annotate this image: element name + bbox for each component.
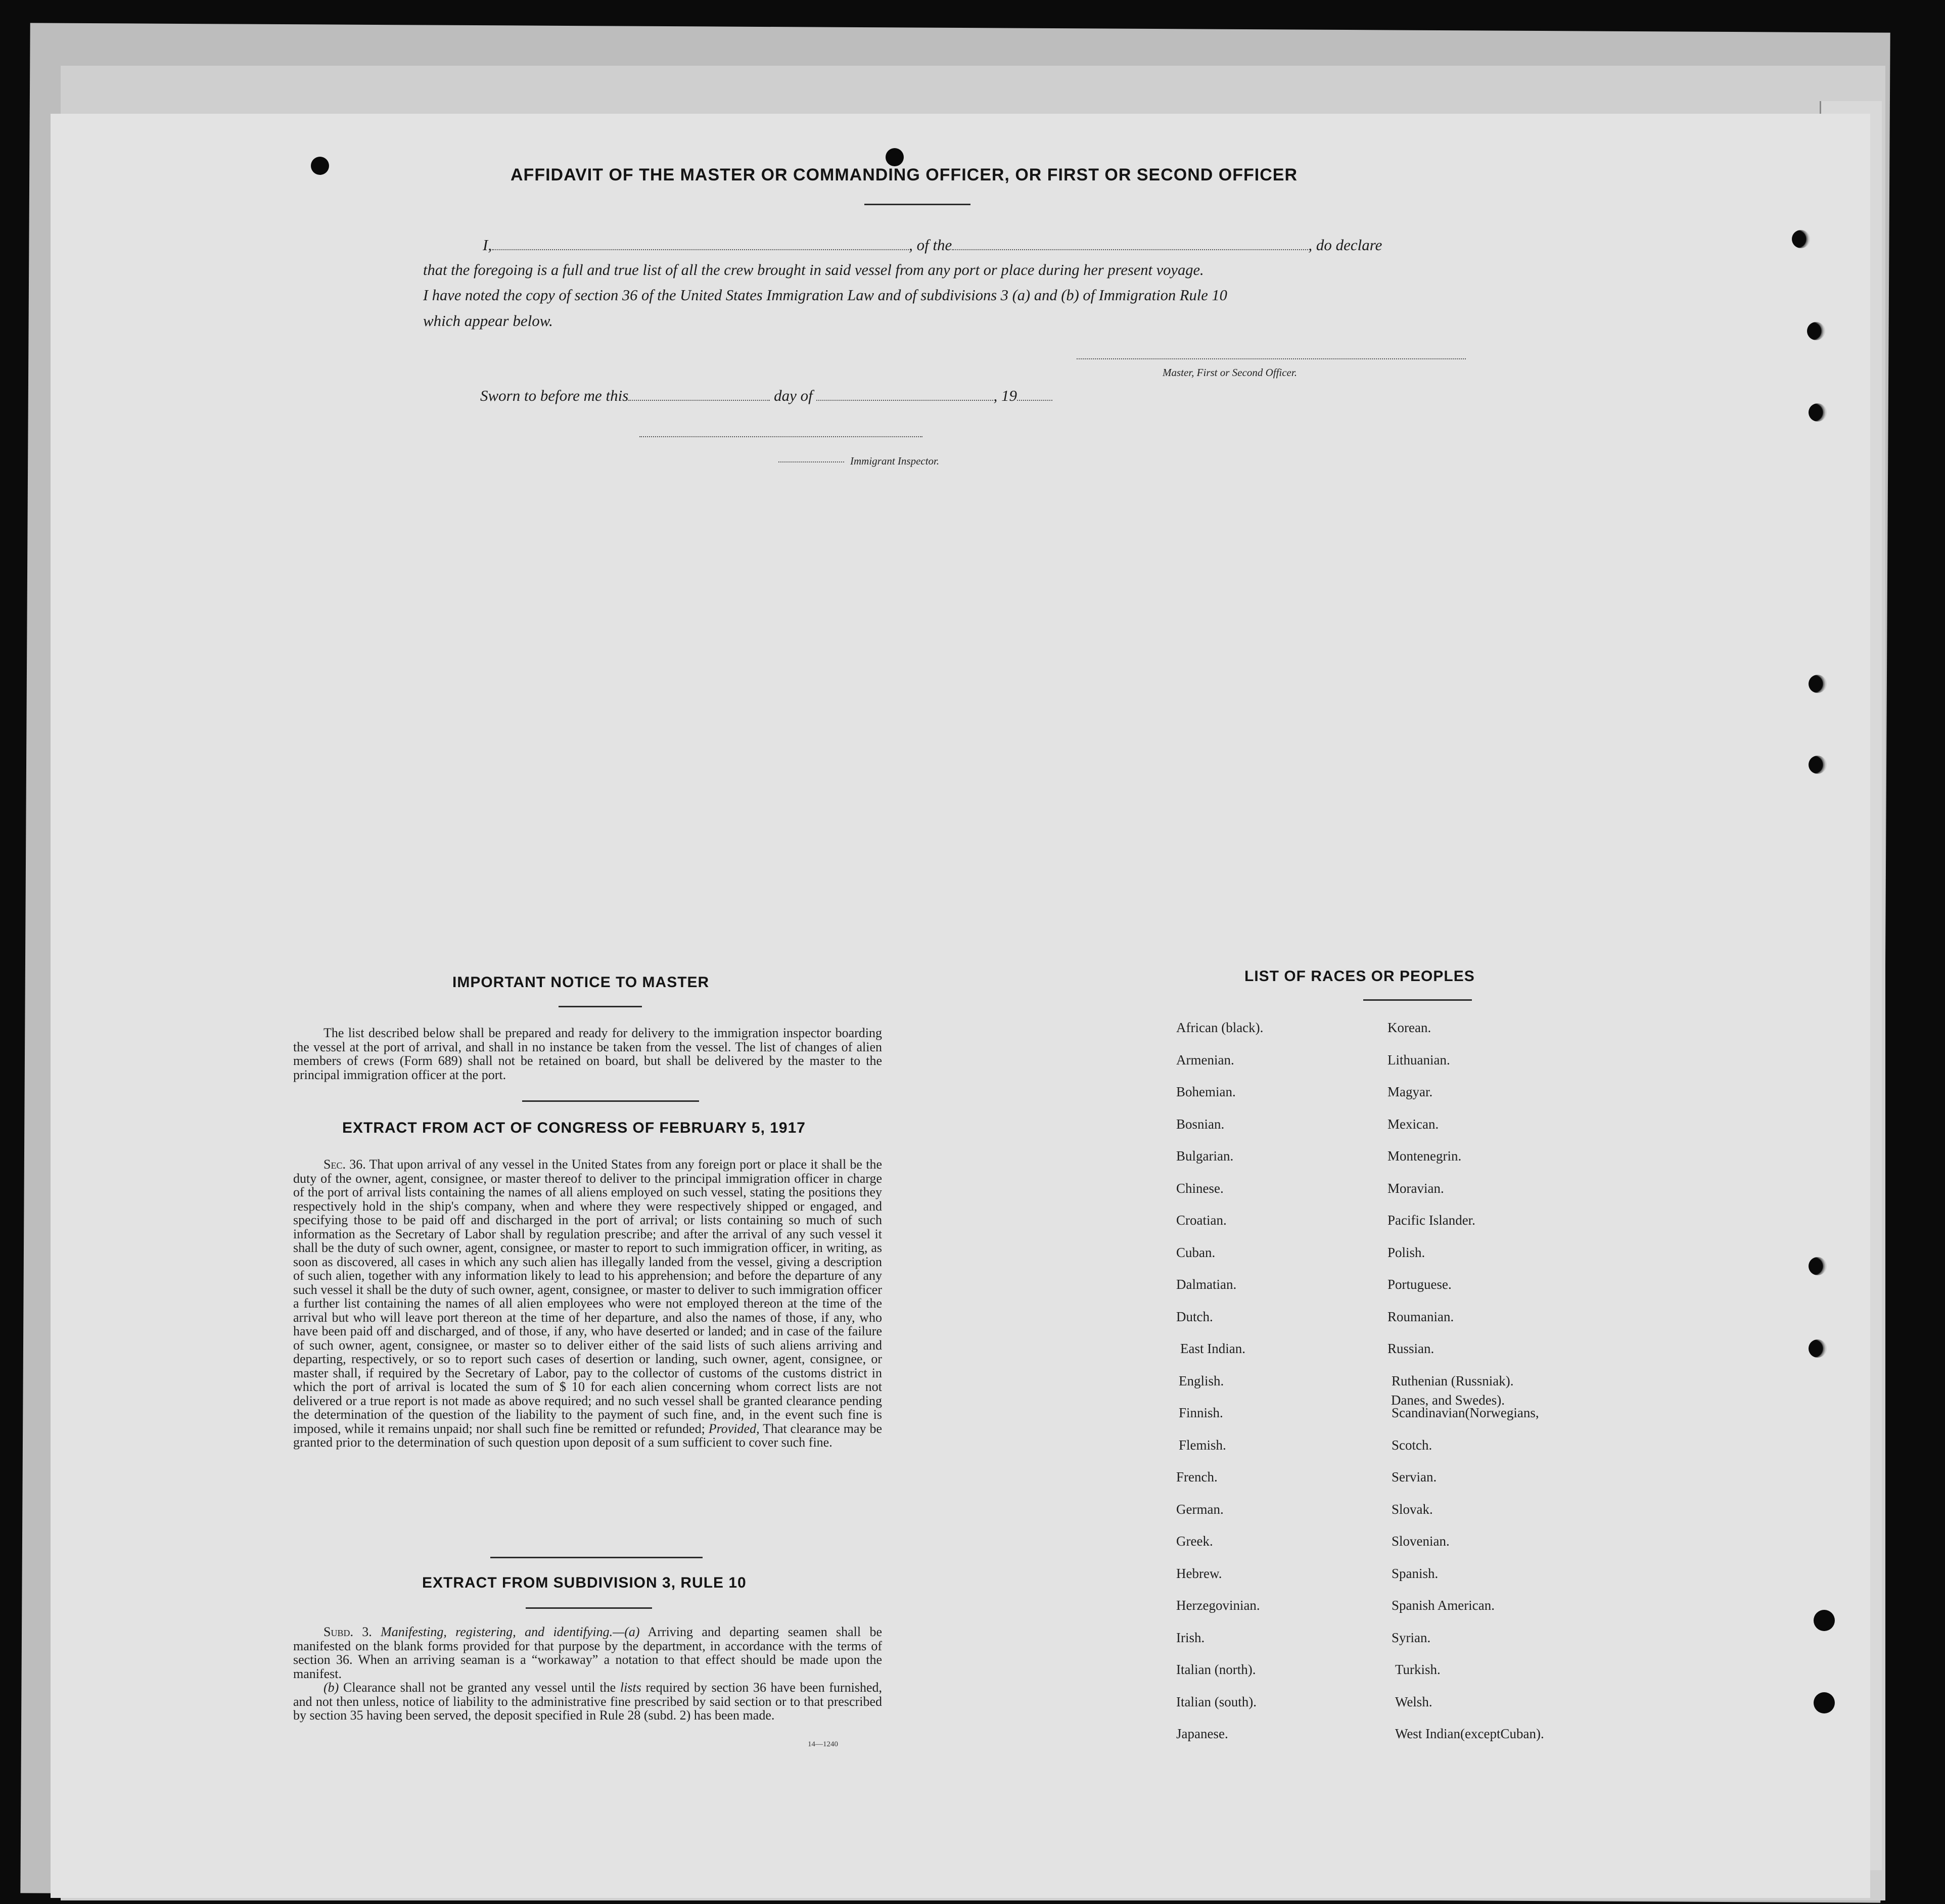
divider <box>559 1006 642 1007</box>
sworn-text: Sworn to before me this <box>480 387 629 404</box>
year-text: , 19 <box>993 387 1017 404</box>
race-item: Portuguese. <box>1387 1277 1452 1292</box>
race-item: German. <box>1176 1501 1224 1517</box>
affidavit-line-4: which appear below. <box>423 312 553 330</box>
race-item: West Indian(exceptCuban). <box>1395 1726 1544 1741</box>
race-item: Scotch. <box>1392 1437 1432 1453</box>
race-item: Pacific Islander. <box>1387 1213 1475 1228</box>
race-item: Hebrew. <box>1176 1565 1222 1581</box>
inspector-signature-field[interactable] <box>639 436 922 437</box>
races-title: LIST OF RACES OR PEOPLES <box>1244 968 1475 985</box>
punch-hole <box>1814 1692 1835 1713</box>
act-body-b: That clearance may be granted prior to the determination of such question upon deposit of a sum sufficient to cover such fine. <box>293 1421 882 1450</box>
race-item: Scandinavian(Norwegians, <box>1392 1405 1539 1420</box>
race-item: Bohemian. <box>1176 1084 1236 1099</box>
race-item: Cuban. <box>1176 1244 1216 1260</box>
race-item: Russian. <box>1387 1341 1434 1356</box>
item-b-body-1: Clearance shall not be granted any vessel until the <box>339 1680 620 1695</box>
race-item: Polish. <box>1387 1244 1425 1260</box>
act-body <box>293 1157 882 1450</box>
provided-label: Provided, <box>708 1421 760 1436</box>
sworn-line <box>480 387 1052 405</box>
name-field[interactable] <box>492 249 909 250</box>
affidavit-i: I, <box>483 236 492 254</box>
notice-title: IMPORTANT NOTICE TO MASTER <box>452 974 710 991</box>
divider <box>526 1607 652 1609</box>
race-item: Syrian. <box>1392 1630 1431 1645</box>
affidavit-line-2: that the foregoing is a full and true list of all the crew brought in said vessel from any port or place during her present voyage. <box>423 261 1204 278</box>
race-item: Spanish American. <box>1392 1598 1495 1613</box>
race-item: English. <box>1179 1373 1224 1388</box>
race-item: Bosnian. <box>1176 1116 1225 1132</box>
divider <box>1363 999 1472 1001</box>
race-item: Magyar. <box>1387 1084 1433 1099</box>
rule-body <box>293 1625 882 1723</box>
item-a-label: —(a) <box>613 1624 640 1639</box>
subd-label: Subd. 3. <box>323 1624 372 1639</box>
vessel-field[interactable] <box>952 249 1308 250</box>
divider <box>522 1100 699 1102</box>
race-item: Mexican. <box>1387 1116 1439 1132</box>
divider <box>864 204 970 205</box>
race-item: Flemish. <box>1179 1437 1226 1453</box>
race-item: Italian (north). <box>1176 1662 1256 1677</box>
item-b-body-2: required by section 36 have been furnished, and not then unless, notice of liability to the administrative fine prescribed by said section or to that prescribed by section 35 having been served, the deposit specified in Rule 28 (subd. 2) has been made. <box>293 1680 882 1723</box>
race-item: Spanish. <box>1392 1565 1439 1581</box>
affidavit-line-3: I have noted the copy of section 36 of the United States Immigration Law and of subdivisions 3 (a) and (b) of Immigration Rule 10 <box>423 287 1227 304</box>
race-item: Dalmatian. <box>1176 1277 1237 1292</box>
punch-hole <box>1809 675 1827 693</box>
affidavit-title: AFFIDAVIT OF THE MASTER OR COMMANDING OFFICER, OR FIRST OR SECOND OFFICER <box>511 165 1298 184</box>
race-item: Bulgarian. <box>1176 1148 1234 1164</box>
punch-hole <box>886 148 904 166</box>
race-item: African (black). <box>1176 1020 1264 1035</box>
punch-hole <box>1809 756 1827 774</box>
sworn-day-field[interactable] <box>628 400 770 401</box>
punch-hole <box>1809 1339 1827 1358</box>
race-item-continuation: Danes, and Swedes). <box>1391 1392 1505 1408</box>
race-item: Slovak. <box>1392 1501 1433 1517</box>
item-b-lists: lists <box>620 1680 641 1695</box>
subd-title: Manifesting, registering, and identifying. <box>372 1624 613 1639</box>
item-a-body: Arriving and departing seamen shall be manifested on the blank forms provided for that purpose by the department, in accordance with the terms of section 36. When an arriving seaman is a “workaway” a notation to that effect should be made upon the manifest. <box>293 1624 882 1681</box>
section-label: Sec. 36. <box>323 1157 366 1172</box>
punch-hole <box>1814 1610 1835 1631</box>
act-body-a: That upon arrival of any vessel in the United States from any foreign port or place it shall be the duty of the owner, agent, consignee, or master thereof to deliver to the principal immigration officer in charge of the port of arrival lists containing the names of all aliens employed on such vessel, stating the positions they respectively hold in the ship's company, when and where they were respectively shipped or engaged, and specifying those to be paid off and discharged in the port of arrival; or lists containing so much of such information as the Secretary of Labor shall by regulation prescribe; and after the arrival of any such vessel it shall be the duty of such owner, agent, consignee, or master to report to such immigration officer, in writing, as soon as discovered, all cases in which any such alien has illegally landed from the vessel, giving a description of such alien, together with any information likely to lead to his apprehension; and before the departure of any such vessel it shall be the duty of such owner, agent, consignee, or master to deliver to such immigration officer a further list containing the names of all alien employees who were not employed thereon at the time of the arrival but who will leave port thereon at the time of her departure, and also the names of those, if any, who have been paid off and discharged, and of those, if any, who have deserted or landed; and in case of the failure of such owner, agent, consignee, or master so to deliver either of the said lists of such aliens arriving and departing, respectively, or so to report such cases of desertion or landing, such owner, agent, consignee, or master shall, if required by the Secretary of Labor, pay to the collector of customs of the customs district in which the port of arrival is located the sum of $ 10 for each alien concerning whom correct lists are not delivered or a true report is not made as above required; and no such vessel shall be granted clearance pending the determination of the question of the liability to the payment of such fine, and, in the event such fine is imposed, while it remains unpaid; nor shall such fine be remitted or refunded; <box>293 1157 883 1436</box>
race-item: Armenian. <box>1176 1052 1234 1067</box>
affidavit-do-declare: , do declare <box>1308 236 1382 254</box>
punch-hole <box>311 157 329 175</box>
race-item: Chinese. <box>1176 1180 1224 1196</box>
form-code: 14—1240 <box>808 1740 838 1748</box>
rule-title: EXTRACT FROM SUBDIVISION 3, RULE 10 <box>422 1574 747 1591</box>
race-item: Lithuanian. <box>1387 1052 1450 1067</box>
race-item: Greek. <box>1176 1534 1213 1549</box>
race-item: Ruthenian (Russniak). <box>1392 1373 1514 1388</box>
race-item: Slovenian. <box>1392 1534 1450 1549</box>
race-item: Moravian. <box>1387 1180 1444 1196</box>
notice-body: The list described below shall be prepared and ready for delivery to the immigration inspector boarding the vessel at the port of arrival, and shall in no instance be taken from the vessel. The list of changes of alien members of crews (Form 689) shall not be retained on board, but shall be delivered by the master to the principal immigration officer at the port. <box>293 1026 882 1082</box>
inspector-label: Immigrant Inspector. <box>850 455 940 467</box>
race-item: Roumanian. <box>1387 1309 1454 1324</box>
race-item: Herzegovinian. <box>1176 1598 1260 1613</box>
form-page <box>51 114 1870 1898</box>
punch-hole <box>1792 230 1810 248</box>
act-title: EXTRACT FROM ACT OF CONGRESS OF FEBRUARY 5, 1917 <box>342 1120 806 1136</box>
sworn-month-field[interactable] <box>816 400 993 401</box>
affidavit-line-1 <box>483 236 1382 254</box>
master-signature-field[interactable] <box>1077 358 1466 359</box>
sworn-year-field[interactable] <box>1017 400 1052 401</box>
day-of-text: day of <box>774 387 813 404</box>
affidavit-of-the: , of the <box>909 236 952 254</box>
punch-hole <box>1809 1257 1827 1275</box>
race-item: Servian. <box>1392 1469 1437 1484</box>
race-item: Italian (south). <box>1176 1694 1257 1709</box>
race-item: Japanese. <box>1176 1726 1228 1741</box>
race-item: Irish. <box>1176 1630 1205 1645</box>
race-item: Finnish. <box>1179 1405 1223 1420</box>
race-item: East Indian. <box>1180 1341 1245 1356</box>
race-item: French. <box>1176 1469 1218 1484</box>
race-item: Korean. <box>1387 1020 1431 1035</box>
item-b-label: (b) <box>323 1680 339 1695</box>
race-item: Dutch. <box>1176 1309 1213 1324</box>
punch-hole <box>1809 403 1827 422</box>
divider <box>490 1557 703 1558</box>
punch-hole <box>1807 322 1825 340</box>
race-item: Montenegrin. <box>1387 1148 1462 1164</box>
race-item: Croatian. <box>1176 1213 1227 1228</box>
inspector-prefix-field[interactable] <box>778 461 844 462</box>
master-label: Master, First or Second Officer. <box>1163 366 1297 379</box>
race-item: Welsh. <box>1395 1694 1432 1709</box>
race-item: Turkish. <box>1395 1662 1441 1677</box>
